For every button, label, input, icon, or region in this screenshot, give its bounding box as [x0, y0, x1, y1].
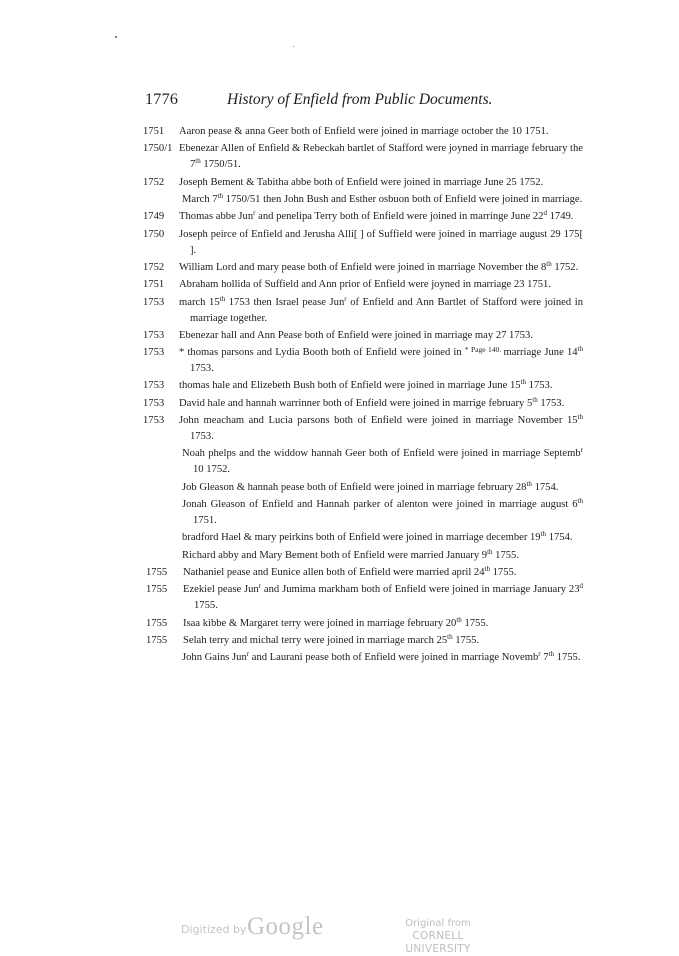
marriage-entry: [143, 413, 583, 445]
page-note-mark: * Page 140.: [464, 345, 504, 355]
digitized-by-label: Digitized by: [181, 923, 247, 936]
entry-text: Jonah Gleason of Enfield and Hannah parker of alenton were joined in marriage august 6th 1751.: [182, 497, 583, 526]
page-number: 1776: [145, 91, 179, 108]
marriage-records: [143, 124, 583, 668]
marriage-entry: [143, 260, 583, 276]
scan-speck: [115, 36, 117, 38]
entry-year: 1753: [143, 380, 165, 392]
marriage-entry: [143, 328, 583, 344]
institution-name: CORNELL UNIVERSITY: [405, 930, 471, 955]
entry-year: 1755: [146, 567, 168, 578]
entry-text: Joseph Bement & Tabitha abbe both of Enfield were joined in marriage June 25 1752.: [179, 176, 544, 188]
entry-text: Selah terry and michal terry were joined in marriage march 25th 1755.: [183, 632, 480, 646]
running-title: History of Enfield from Public Documents.: [227, 91, 493, 108]
entry-year: 1749: [143, 211, 165, 223]
entry-text: Richard abby and Mary Bement both of Enfield were married January 9th 1755.: [182, 547, 519, 561]
entry-text: Ebenezar hall and Ann Pease both of Enfield were joined in marriage may 27 1753.: [179, 329, 533, 341]
marriage-entry: [143, 565, 583, 581]
entry-text: John Gains Jun$^r$ and Laurani pease both of Enfield were joined in marriage Novemb$^r$ 7th 1755.: [182, 650, 581, 664]
marriage-entry: [143, 345, 583, 377]
marriage-entry: [143, 277, 583, 293]
marriage-entry: [143, 633, 583, 649]
marriage-entry: [143, 650, 583, 666]
entry-year: 1755: [146, 617, 168, 629]
entry-text: John meacham and Lucia parsons both of Enfield were joined in marriage November 15th 1753.: [179, 413, 583, 443]
entry-year: 1753: [143, 329, 165, 341]
entry-text: Nathaniel pease and Eunice allen both of Enfield were married april 24th 1755.: [183, 565, 517, 578]
marriage-entry: [143, 582, 583, 614]
scan-speck: [293, 46, 294, 47]
entry-year: 1751: [143, 279, 165, 291]
entry-year: 1750: [143, 228, 165, 240]
marriage-entry: [143, 396, 583, 412]
scan-footer: [0, 913, 679, 955]
marriage-entry: [143, 497, 583, 529]
original-from-label: Original from: [405, 918, 471, 929]
entry-text: march 15th 1753 then Israel pease Jun$^r$ of Enfield and Ann Bartlet of Stafford were joined in marriage together.: [179, 294, 583, 324]
entry-text: Joseph peirce of Enfield and Jerusha Alli[ ] of Suffield were joined in marriage august 29 175[ ].: [179, 228, 583, 256]
entry-year: 1753: [143, 397, 165, 409]
marriage-entry: [143, 141, 583, 173]
entry-text: Aaron pease & anna Geer both of Enfield were joined in marriage october the 10 1751.: [179, 126, 549, 137]
marriage-entry: [143, 530, 583, 546]
marriage-entry: [143, 616, 583, 632]
marriage-entry: [143, 548, 583, 564]
entry-text: William Lord and mary pease both of Enfield were joined in marriage November the 8th 1752.: [179, 259, 579, 273]
entry-text: Abraham hollida of Suffield and Ann prior of Enfield were joyned in marriage 23 1751.: [179, 279, 551, 291]
entry-year: 1753: [143, 296, 165, 308]
marriage-entry: [143, 124, 583, 140]
entry-text: Ebenezar Allen of Enfield & Rebeckah bartlet of Stafford were joyned in marriage february the 7th 1750/51.: [179, 143, 583, 171]
entry-year: 1752: [143, 261, 165, 273]
entry-text: Ezekiel pease Jun$^r$ and Jumima markham both of Enfield were joined in marriage January 23$^d$ 1755.: [183, 582, 583, 612]
entry-text: bradford Hael & mary peirkins both of Enfield were joined in marriage december 19th 1754.: [182, 530, 573, 544]
entry-year: 1755: [146, 634, 168, 646]
marriage-entry: [143, 175, 583, 191]
marriage-entry: [143, 192, 583, 208]
google-logo: Google: [247, 913, 324, 940]
entry-text: March 7th 1750/51 then John Bush and Esther osbuon both of Enfield were joined in marriage.: [182, 191, 583, 205]
entry-text: Isaa kibbe & Margaret terry were joined in marriage february 20th 1755.: [183, 615, 489, 629]
entry-text: Thomas abbe Jun$^r$ and penelipa Terry both of Enfield were joined in marringe June 22$^d$ 1749.: [179, 209, 574, 223]
marriage-entry: [143, 295, 583, 327]
entry-year: 1752: [143, 176, 165, 188]
entry-text: * thomas parsons and Lydia Booth both of Enfield were joined in $^{* Page 140.}$ marriage June 14th 1753.: [179, 345, 583, 375]
marriage-entry: [143, 446, 583, 478]
entry-year: 1751: [143, 126, 165, 137]
entry-year: 1750/1: [143, 143, 173, 155]
entry-text: David hale and hannah warrinner both of Enfield were joined in marrige february 5th 1753.: [179, 395, 565, 409]
source-credit: [384, 918, 492, 956]
marriage-entry: [143, 480, 583, 496]
marriage-entry: [143, 209, 583, 225]
entry-text: thomas hale and Elizebeth Bush both of Enfield were joined in marriage June 15th 1753.: [179, 378, 553, 392]
entry-year: 1755: [146, 584, 168, 596]
entry-year: 1753: [143, 415, 165, 427]
marriage-entry: [143, 227, 583, 259]
entry-text: Job Gleason & hannah pease both of Enfield were joined in marriage february 28th 1754.: [182, 479, 559, 493]
marriage-entry: [143, 378, 583, 394]
entry-year: 1753: [143, 347, 165, 359]
entry-text: Noah phelps and the widdow hannah Geer both of Enfield were joined in marriage Septemb$^r$ 10 1752.: [182, 446, 583, 476]
page-header: [145, 91, 585, 113]
